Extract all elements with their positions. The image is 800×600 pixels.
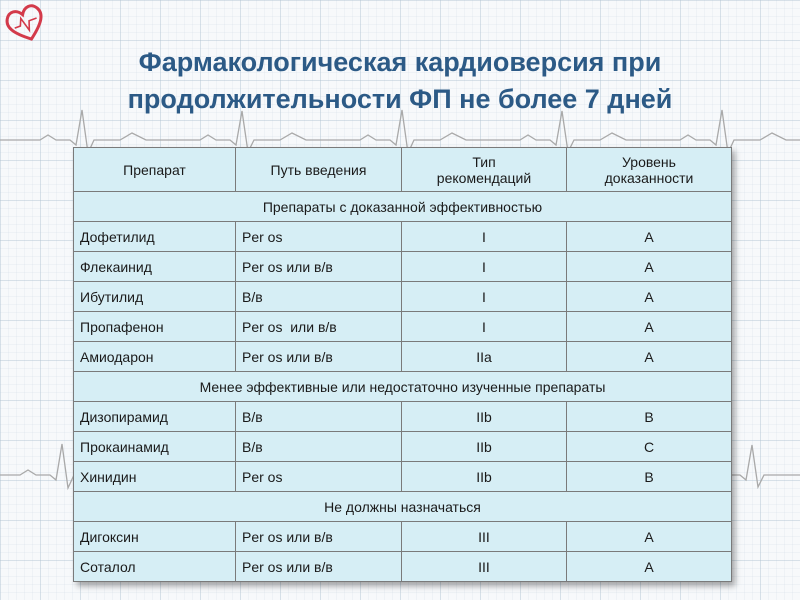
header-route: Путь введения xyxy=(236,148,402,192)
class-cell: IIb xyxy=(402,402,567,432)
drug-table xyxy=(73,147,732,582)
header-evidence-level: Уровень доказанности xyxy=(567,148,732,192)
header-recommendation-class: Тип рекомендаций xyxy=(402,148,567,192)
section-title: Препараты с доказанной эффективностью xyxy=(74,192,732,222)
table-row xyxy=(74,402,732,432)
class-cell: IIb xyxy=(402,432,567,462)
title-line-1: Фармакологическая кардиоверсия при xyxy=(138,47,662,77)
page-title xyxy=(0,44,800,118)
drug-cell: Дизопирамид xyxy=(74,402,236,432)
section-row xyxy=(74,192,732,222)
level-cell: C xyxy=(567,432,732,462)
table-header-row xyxy=(74,148,732,192)
section-row xyxy=(74,492,732,522)
table-row xyxy=(74,282,732,312)
level-cell: A xyxy=(567,522,732,552)
level-cell: A xyxy=(567,552,732,582)
class-cell: IIb xyxy=(402,462,567,492)
class-cell: I xyxy=(402,252,567,282)
table-row xyxy=(74,312,732,342)
drug-cell: Пропафенон xyxy=(74,312,236,342)
route-cell: Per os или в/в xyxy=(236,552,402,582)
class-cell: I xyxy=(402,282,567,312)
class-cell: IIa xyxy=(402,342,567,372)
drug-cell: Дофетилид xyxy=(74,222,236,252)
drug-cell: Флекаинид xyxy=(74,252,236,282)
title-line-2: продолжительности ФП не более 7 дней xyxy=(127,84,673,114)
heart-logo-icon xyxy=(4,2,48,46)
level-cell: A xyxy=(567,252,732,282)
table-row xyxy=(74,552,732,582)
level-cell: A xyxy=(567,222,732,252)
section-title: Не должны назначаться xyxy=(74,492,732,522)
table-row xyxy=(74,222,732,252)
table-row xyxy=(74,342,732,372)
level-cell: B xyxy=(567,402,732,432)
route-cell: Per os или в/в xyxy=(236,312,402,342)
table-row xyxy=(74,432,732,462)
drug-cell: Ибутилид xyxy=(74,282,236,312)
route-cell: Per os xyxy=(236,222,402,252)
route-cell: Per os или в/в xyxy=(236,252,402,282)
route-cell: Per os или в/в xyxy=(236,342,402,372)
section-row xyxy=(74,372,732,402)
level-cell: B xyxy=(567,462,732,492)
drug-cell: Амиодарон xyxy=(74,342,236,372)
class-cell: III xyxy=(402,552,567,582)
route-cell: В/в xyxy=(236,432,402,462)
drug-cell: Хинидин xyxy=(74,462,236,492)
table-row xyxy=(74,252,732,282)
route-cell: В/в xyxy=(236,282,402,312)
level-cell: A xyxy=(567,342,732,372)
drug-cell: Прокаинамид xyxy=(74,432,236,462)
section-title: Менее эффективные или недостаточно изученные препараты xyxy=(74,372,732,402)
level-cell: A xyxy=(567,282,732,312)
class-cell: I xyxy=(402,222,567,252)
class-cell: I xyxy=(402,312,567,342)
table-row xyxy=(74,462,732,492)
drug-table-container xyxy=(73,147,731,582)
drug-cell: Соталол xyxy=(74,552,236,582)
class-cell: III xyxy=(402,522,567,552)
drug-cell: Дигоксин xyxy=(74,522,236,552)
table-row xyxy=(74,522,732,552)
level-cell: A xyxy=(567,312,732,342)
route-cell: В/в xyxy=(236,402,402,432)
route-cell: Per os или в/в xyxy=(236,522,402,552)
header-drug: Препарат xyxy=(74,148,236,192)
route-cell: Per os xyxy=(236,462,402,492)
